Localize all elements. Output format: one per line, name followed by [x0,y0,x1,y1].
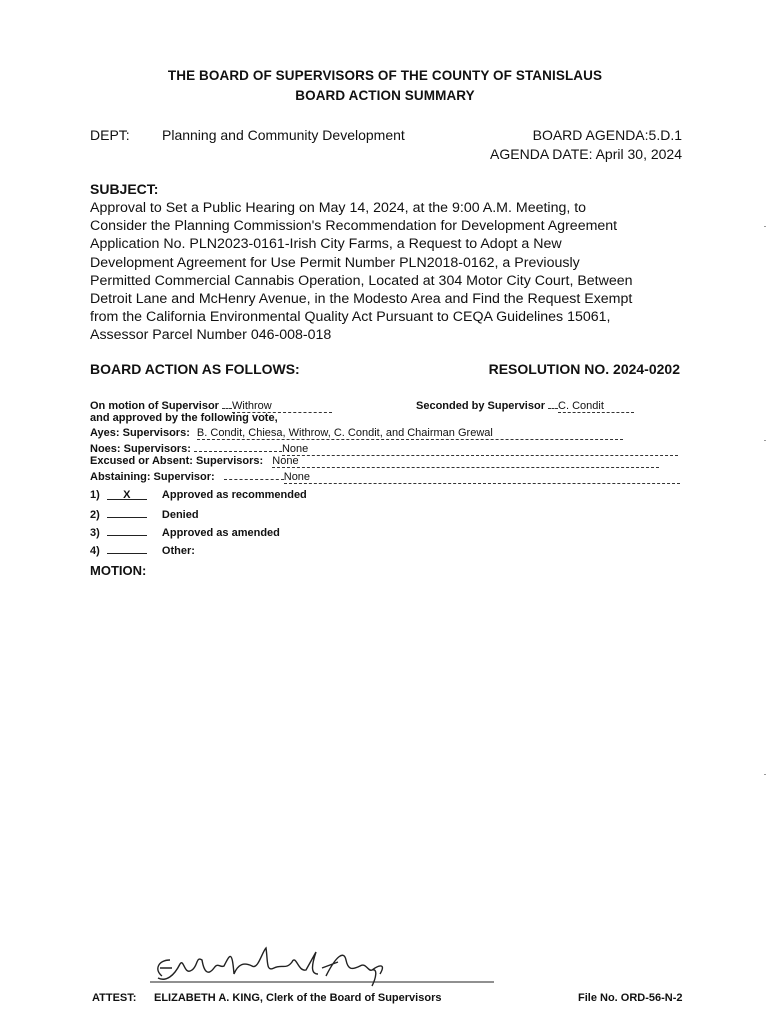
subject-label: SUBJECT: [90,181,159,197]
ayes-line [90,427,623,440]
subject-line: Consider the Planning Commission's Recommendation for Development Agreement [90,218,618,235]
excused-value: None [272,455,658,468]
scan-mark [764,774,766,775]
dept-label: DEPT: [90,127,130,143]
motion-heading: MOTION: [90,563,147,578]
approved-line: and approved by the following vote, [90,412,278,424]
option-row [90,543,195,557]
ayes-value: B. Condit, Chiesa, Withrow, C. Condit, and Chairman Grewal [197,427,623,440]
document-subtitle: BOARD ACTION SUMMARY [295,88,475,103]
motion-line [90,398,332,413]
seconded-line [416,398,634,413]
subject-line: Detroit Lane and McHenry Avenue, in the Modesto Area and Find the Request Exempt [90,291,633,308]
abstaining-value: None [284,471,680,484]
option-mark [107,525,147,536]
signature-image [140,940,500,992]
option-mark [107,543,147,554]
subject-line: Permitted Commercial Cannabis Operation, Located at 304 Motor City Court, Between [90,272,633,289]
scan-mark [764,440,766,441]
subject-line: from the California Environmental Quality Act Pursuant to CEQA Guidelines 15061, [90,309,611,326]
option-label: Denied [161,509,199,521]
subject-line: Development Agreement for Use Permit Number PLN2018-0162, a Previously [90,254,580,271]
option-row [90,507,199,521]
option-number: 3) [90,527,100,539]
seconded-label: Seconded by Supervisor [416,400,545,412]
dept-value: Planning and Community Development [162,127,405,143]
file-number: File No. ORD-56-N-2 [578,992,683,1004]
subject-line: Assessor Parcel Number 046-008-018 [90,327,332,344]
noes-value: None [282,443,678,456]
agenda-date: AGENDA DATE: April 30, 2024 [490,146,682,162]
abstaining-line [90,469,680,484]
option-mark [107,507,147,518]
option-row [90,489,307,501]
ayes-label: Ayes: Supervisors: [90,427,190,439]
board-agenda: BOARD AGENDA:5.D.1 [532,127,682,143]
option-label: Other: [161,545,195,557]
option-row [90,525,280,539]
scan-mark [764,226,766,227]
abstaining-label: Abstaining: Supervisor: [90,471,215,483]
noes-line [90,441,678,456]
option-mark: X [107,489,147,500]
option-label: Approved as amended [161,527,280,539]
subject-text [90,199,690,345]
noes-label: Noes: Supervisors: [90,443,191,455]
subject-line: Application No. PLN2023-0161-Irish City Farms, a Request to Adopt a New [90,236,562,253]
excused-line [90,455,659,468]
resolution-number: RESOLUTION NO. 2024-0202 [488,361,680,377]
motion-supervisor: Withrow [232,400,332,413]
seconded-supervisor: C. Condit [558,400,634,413]
subject-line: Approval to Set a Public Hearing on May 14, 2024, at the 9:00 A.M. Meeting, to [90,200,587,216]
board-action-label: BOARD ACTION AS FOLLOWS: [90,361,300,377]
attest-name: ELIZABETH A. KING, Clerk of the Board of Supervisors [154,992,442,1004]
motion-label: On motion of Supervisor [90,400,219,412]
option-number: 2) [90,509,100,521]
option-label: Approved as recommended [161,489,307,501]
document-title: THE BOARD OF SUPERVISORS OF THE COUNTY OF STANISLAUS [167,68,603,83]
attest-label: ATTEST: [92,992,137,1004]
excused-label: Excused or Absent: Supervisors: [90,455,264,467]
option-number: 1) [90,489,100,501]
option-number: 4) [90,545,100,557]
